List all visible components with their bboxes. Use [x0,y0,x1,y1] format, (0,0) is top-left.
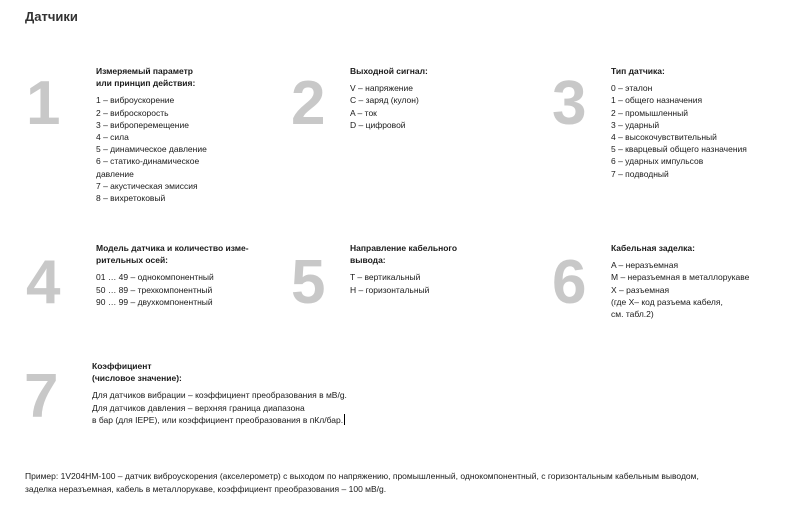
list-item: см. табл.2) [611,309,654,320]
section-5-heading [350,242,457,266]
paragraph-line: Для датчиков давления – верхняя граница диапазона [92,402,305,413]
list-item: 1 – виброускорение [96,95,175,106]
list-item: 1 – общего назначения [611,95,703,106]
section-number-4: 4 [26,248,61,317]
list-item: 4 – сила [96,132,129,143]
list-item: H – горизонтальный [350,284,430,295]
heading-line: Выходной сигнал: [350,66,428,76]
section-number-6: 6 [552,248,587,317]
list-item: 2 – виброскорость [96,107,169,118]
heading-line: Направление кабельного [350,243,458,253]
section-1-heading [96,65,207,89]
section-7-heading [92,360,347,384]
list-item: 7 – подводный [611,168,669,179]
section-3-content [611,65,747,180]
list-item: 3 – виброперемещение [96,119,189,130]
heading-line: вывода: [350,255,386,266]
list-item: 5 – кварцевый общего назначения [611,144,747,155]
section-number-1: 1 [26,69,61,138]
section-4-heading [96,242,249,266]
example-footnote [25,470,795,495]
list-item: D – цифровой [350,119,406,130]
list-item: C – заряд (кулон) [350,95,419,106]
text-cursor [344,414,345,425]
list-item: X – разъемная [611,284,670,295]
list-item: A – ток [350,107,377,118]
section-2-content [350,65,428,131]
page-title: Датчики [25,9,78,24]
list-item: (где X– код разъема кабеля, [611,296,723,307]
heading-line: Тип датчика: [611,66,665,76]
section-3-list [611,82,747,180]
heading-line: (числовое значение): [92,373,182,384]
list-item: 4 – высокочувствительный [611,132,717,143]
section-5-list [350,271,457,295]
section-4-list [96,271,249,308]
list-item: M – неразъемная в металлорукаве [611,272,750,283]
list-item: A – неразъемная [611,260,679,271]
section-number-7: 7 [24,362,59,431]
section-number-2: 2 [291,69,326,138]
list-item: 6 – статико-динамическое [96,156,200,167]
section-number-3: 3 [552,69,587,138]
list-item: 2 – промышленный [611,107,688,118]
footnote-line: заделка неразъемная, кабель в металлорукаве, коэффициент преобразования – 100 мВ/g. [25,483,387,494]
list-item: 7 – акустическая эмиссия [96,180,198,191]
paragraph-line [92,414,347,426]
list-item: 0 – эталон [611,83,653,94]
section-1-list [96,94,207,204]
list-item: T – вертикальный [350,272,421,283]
list-item: 8 – вихретоковый [96,193,166,204]
list-item: 90 … 99 – двухкомпонентный [96,296,213,307]
section-6-content [611,242,749,320]
paragraph-line: Для датчиков вибрации – коэффициент преобразования в мВ/g. [92,390,347,401]
footnote-line: Пример: 1V204HM-100 – датчик виброускорения (акселерометр) с выходом по напряжению, промышленный, однокомпонентный, с горизонтальным кабельным выводом, [25,471,699,481]
section-7-list [92,389,347,426]
section-6-heading [611,242,749,254]
section-7-content [92,360,347,426]
list-item: 3 – ударный [611,119,660,130]
section-number-5: 5 [291,248,326,317]
paragraph-text: в бар (для IEPE), или коэффициент преобразования в пКл/бар. [92,414,344,425]
heading-line: рительных осей: [96,255,169,266]
heading-line: Модель датчика и количество изме- [96,243,249,253]
list-item: 01 … 49 – однокомпонентный [96,272,214,283]
list-item: 6 – ударных импульсов [611,156,704,167]
section-4-content [96,242,249,308]
section-3-heading [611,65,747,77]
list-item: V – напряжение [350,83,413,94]
list-item: 5 – динамическое давление [96,144,207,155]
heading-line: или принцип действия: [96,78,196,89]
section-2-heading [350,65,428,77]
section-2-list [350,82,428,131]
section-5-content [350,242,457,296]
heading-line: Кабельная заделка: [611,243,695,253]
heading-line: Измеряемый параметр [96,66,193,76]
section-1-content [96,65,207,204]
list-item: давление [96,168,134,179]
heading-line: Коэффициент [92,361,152,371]
list-item: 50 … 89 – трехкомпонентный [96,284,213,295]
section-6-list [611,259,749,320]
